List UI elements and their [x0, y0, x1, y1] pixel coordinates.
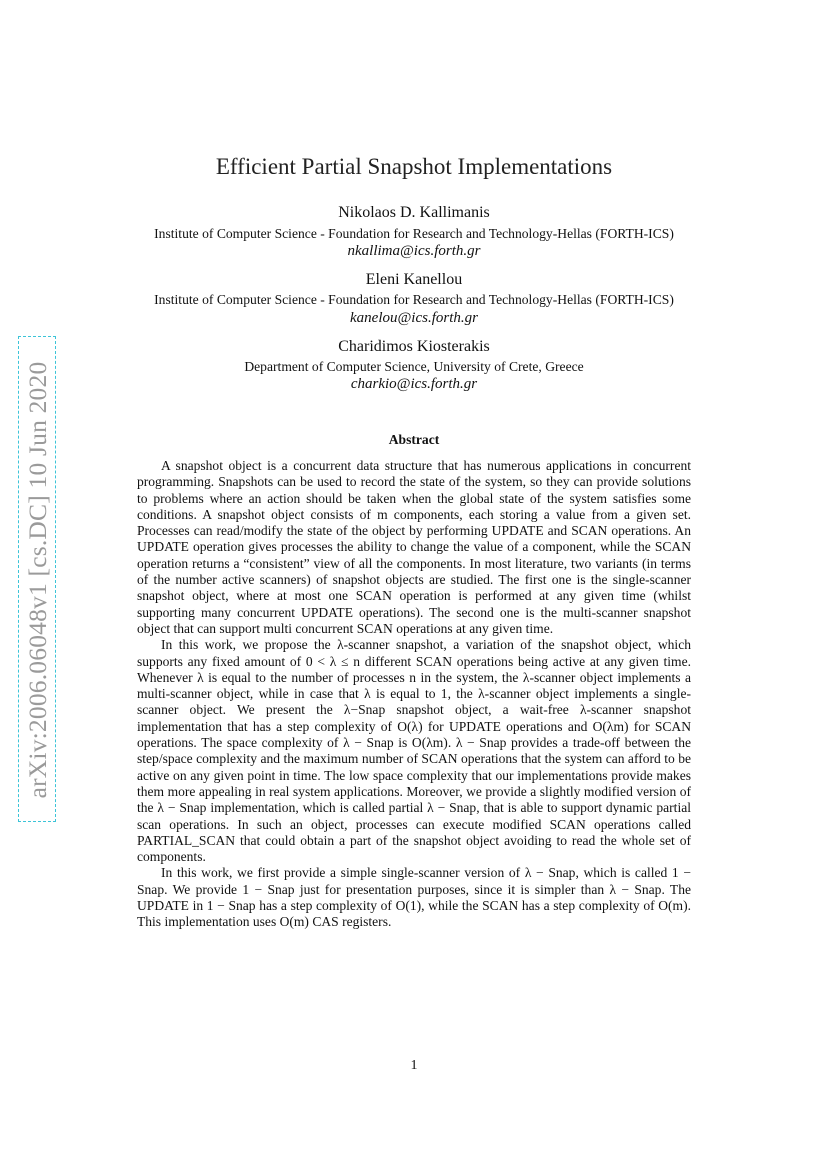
- arxiv-stamp: [18, 336, 56, 822]
- author-name: Charidimos Kiosterakis: [338, 338, 490, 355]
- author-name: Eleni Kanellou: [365, 271, 463, 288]
- abstract-body: [137, 458, 691, 931]
- author-email: nkallima@ics.forth.gr: [347, 243, 481, 259]
- abstract-paragraph: In this work, we propose the λ-scanner snapshot, a variation of the snapshot object, which supports any fixed amount of 0 < λ ≤ n different SCAN operations being active at any given time. Whenever λ is equal to the number of processes n in the system, the λ-scanner object implements a multi-scanner object, while in case that λ is equal to 1, the λ-scanner object implements a single-scanner object. We present the λ−Snap snapshot object, a wait-free λ-scanner snapshot implementation that has a step complexity of O(λ) for UPDATE operations and O(λm) for SCAN operations. The space complexity of λ − Snap is O(λm). λ − Snap provides a trade-off between the step/space complexity and the maximum number of SCAN operations that the system can afford to be active on any given point in time. The low space complexity that our implementations provide makes them more appealing in real system applications. Moreover, we provide a slightly modified version of the λ − Snap implementation, which is called partial λ − Snap, that is able to support dynamic partial scan operations. In such an object, processes can execute modified SCAN operations called PARTIAL_SCAN that could obtain a part of the snapshot object avoiding to read the whole set of components.: [137, 637, 691, 865]
- author-email: kanelou@ics.forth.gr: [350, 310, 478, 326]
- abstract-paragraph: A snapshot object is a concurrent data structure that has numerous applications in concurrent programming. Snapshots can be used to record the state of the system, so they can provide solutions to problems where an action should be taken when the global state of the system satisfies some conditions. A snapshot object consists of m components, each storing a value from a given set. Processes can read/modify the state of the object by performing UPDATE and SCAN operations. An UPDATE operation gives processes the ability to change the value of a component, while the SCAN operation returns a “consistent” view of all the components. In most literature, two variants (in terms of the number active scanners) of snapshot objects are studied. The first one is the single-scanner snapshot object, where at most one SCAN operation is performed at any given time (whilst supporting many concurrent UPDATE operations). The second one is the multi-scanner snapshot object that can support multi concurrent SCAN operations at any given time.: [137, 458, 691, 636]
- arxiv-stamp-text: arXiv:2006.06048v1 [cs.DC] 10 Jun 2020: [23, 361, 52, 799]
- author-affiliation: Department of Computer Science, University of Crete, Greece: [244, 359, 584, 374]
- paper-title: Efficient Partial Snapshot Implementations: [215, 154, 613, 179]
- author-affiliation: Institute of Computer Science - Foundation for Research and Technology-Hellas (FORTH-ICS): [154, 226, 674, 241]
- abstract-heading: Abstract: [388, 432, 440, 447]
- abstract-paragraph: In this work, we first provide a simple single-scanner version of λ − Snap, which is called 1 − Snap. We provide 1 − Snap just for presentation purposes, since it is simpler than λ − Snap. The UPDATE in 1 − Snap has a step complexity of O(1), while the SCAN has a step complexity of O(m). This implementation uses O(m) CAS registers.: [137, 865, 691, 930]
- author-affiliation: Institute of Computer Science - Foundation for Research and Technology-Hellas (FORTH-ICS): [154, 292, 674, 307]
- author-name: Nikolaos D. Kallimanis: [338, 204, 490, 221]
- page-number: 1: [410, 1058, 418, 1073]
- author-email: charkio@ics.forth.gr: [350, 376, 478, 392]
